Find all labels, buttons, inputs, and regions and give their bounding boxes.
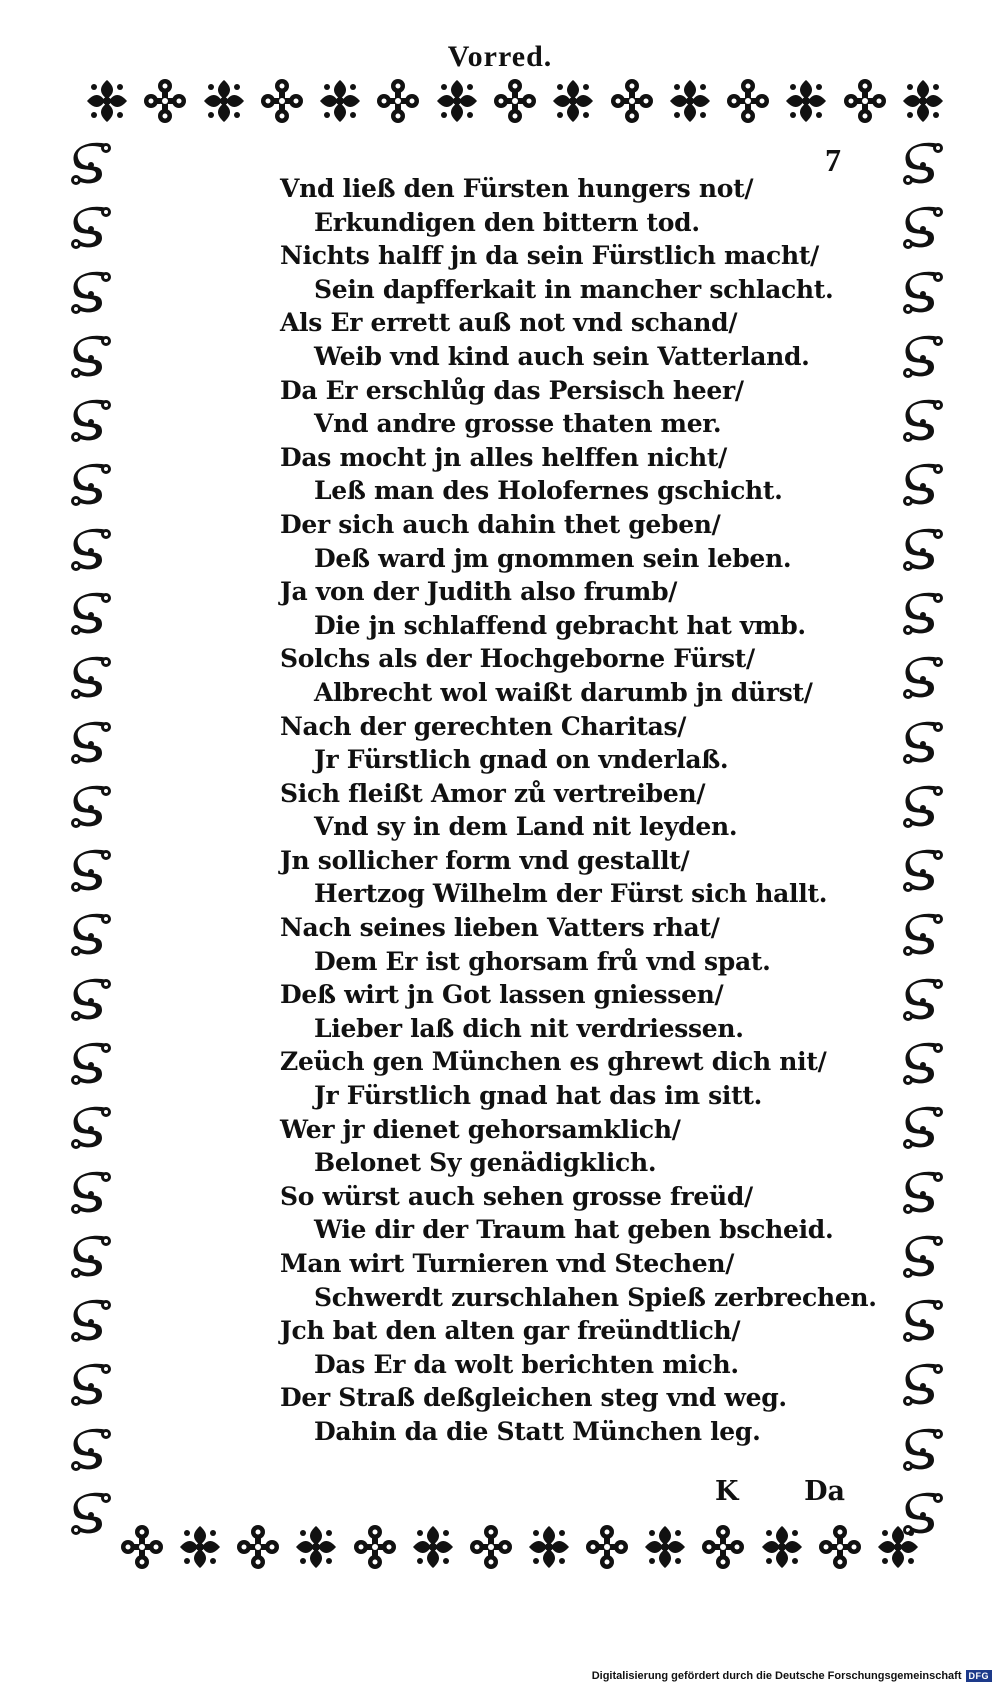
verse-line: Deß ward jm gnommen sein leben. bbox=[314, 543, 792, 573]
scroll-ornament-icon bbox=[66, 1233, 116, 1283]
fleuron-icon bbox=[435, 77, 479, 125]
verse-line: Lieber laß dich nit verdriessen. bbox=[314, 1013, 744, 1043]
scroll-ornament-icon bbox=[898, 1104, 948, 1154]
scroll-ornament-icon bbox=[898, 911, 948, 961]
fleuron-icon bbox=[318, 77, 362, 125]
scroll-ornament-icon bbox=[66, 1490, 116, 1540]
verse-line: Deß wirt jn Got lassen gniessen/ bbox=[280, 980, 724, 1010]
verse-line: Nichts halff jn da sein Fürstlich macht/ bbox=[280, 241, 819, 271]
scroll-ornament-icon bbox=[898, 783, 948, 833]
fleuron-icon bbox=[469, 1523, 513, 1571]
scroll-ornament-icon bbox=[898, 976, 948, 1026]
scroll-ornament-icon bbox=[898, 140, 948, 190]
fleuron-icon bbox=[376, 77, 420, 125]
verse-line: Erkundigen den bittern tod. bbox=[314, 207, 700, 237]
fleuron-icon bbox=[760, 1523, 804, 1571]
scroll-ornament-icon bbox=[66, 1104, 116, 1154]
verse-line: Ja von der Judith also frumb/ bbox=[280, 577, 678, 607]
scroll-ornament-icon bbox=[898, 1297, 948, 1347]
scroll-ornament-icon bbox=[898, 204, 948, 254]
verse-line: Belonet Sy genädigklich. bbox=[314, 1148, 657, 1178]
verse-line: Vnd ließ den Fürsten hungers not/ bbox=[280, 174, 754, 203]
scroll-ornament-icon bbox=[898, 1169, 948, 1219]
scroll-ornament-icon bbox=[66, 1169, 116, 1219]
verse-line: Das mocht jn alles helffen nicht/ bbox=[280, 442, 727, 472]
scroll-ornament-icon bbox=[66, 1040, 116, 1090]
verse-line: So würst auch sehen grosse freüd/ bbox=[280, 1181, 753, 1211]
fleuron-icon bbox=[551, 77, 595, 125]
verse-line: Als Er errett auß not vnd schand/ bbox=[280, 308, 738, 338]
verse-line: Nach seines lieben Vatters rhat/ bbox=[280, 913, 720, 943]
left-ornament-border bbox=[62, 140, 120, 1540]
fleuron-icon bbox=[202, 77, 246, 125]
scroll-ornament-icon bbox=[898, 1426, 948, 1476]
fleuron-icon bbox=[585, 1523, 629, 1571]
bottom-ornament-border bbox=[120, 1516, 920, 1578]
verse-line: Jr Fürstlich gnad on vnderlaß. bbox=[314, 745, 729, 775]
scroll-ornament-icon bbox=[66, 976, 116, 1026]
fleuron-icon bbox=[668, 77, 712, 125]
scroll-ornament-icon bbox=[66, 269, 116, 319]
fleuron-icon bbox=[876, 1523, 920, 1571]
top-ornament-border bbox=[85, 70, 945, 132]
verse-line: Albrecht wol waißt darumb jn dürst/ bbox=[314, 677, 813, 707]
fleuron-icon bbox=[901, 77, 945, 125]
scroll-ornament-icon bbox=[898, 590, 948, 640]
fleuron-icon bbox=[643, 1523, 687, 1571]
fleuron-icon bbox=[143, 77, 187, 125]
verse-line: Weib vnd kind auch sein Vatterland. bbox=[314, 341, 810, 371]
scroll-ornament-icon bbox=[66, 461, 116, 511]
running-head: Vorred. bbox=[447, 40, 553, 73]
fleuron-icon bbox=[178, 1523, 222, 1571]
verse-line: Sich fleißt Amor zů vertreiben/ bbox=[280, 778, 706, 808]
verse-line: Schwerdt zurschlahen Spieß zerbrechen. bbox=[314, 1282, 877, 1312]
fleuron-icon bbox=[236, 1523, 280, 1571]
scroll-ornament-icon bbox=[66, 333, 116, 383]
fleuron-icon bbox=[818, 1523, 862, 1571]
scroll-ornament-icon bbox=[898, 397, 948, 447]
scroll-ornament-icon bbox=[898, 1233, 948, 1283]
digitization-credit bbox=[592, 1670, 992, 1682]
fleuron-icon bbox=[726, 77, 770, 125]
right-ornament-border bbox=[894, 140, 952, 1540]
scroll-ornament-icon bbox=[898, 526, 948, 576]
verse-line: Wie dir der Traum hat geben bscheid. bbox=[314, 1215, 834, 1245]
verse-line: Man wirt Turnieren vnd Stechen/ bbox=[280, 1249, 735, 1278]
scroll-ornament-icon bbox=[898, 269, 948, 319]
signature-mark: K bbox=[715, 1476, 739, 1507]
fleuron-icon bbox=[260, 77, 304, 125]
verse-line: Wer jr dienet gehorsamklich/ bbox=[280, 1114, 681, 1144]
scroll-ornament-icon bbox=[898, 461, 948, 511]
dfg-logo: DFG bbox=[966, 1670, 993, 1682]
verse-line: Dahin da die Statt München leg. bbox=[314, 1416, 761, 1446]
scroll-ornament-icon bbox=[66, 783, 116, 833]
scroll-ornament-icon bbox=[66, 397, 116, 447]
scroll-ornament-icon bbox=[66, 526, 116, 576]
verse-line: Das Er da wolt berichten mich. bbox=[314, 1349, 739, 1379]
scroll-ornament-icon bbox=[898, 1361, 948, 1411]
fleuron-icon bbox=[610, 77, 654, 125]
credit-text: Digitalisierung gefördert durch die Deutsche Forschungsgemeinschaft bbox=[591, 1670, 962, 1682]
catchword: Da bbox=[804, 1476, 845, 1507]
fleuron-icon bbox=[527, 1523, 571, 1571]
verse-line: Die jn schlaffend gebracht hat vmb. bbox=[314, 610, 806, 640]
verse-line: Jch bat den alten gar freündtlich/ bbox=[280, 1316, 741, 1346]
scroll-ornament-icon bbox=[66, 140, 116, 190]
scroll-ornament-icon bbox=[66, 590, 116, 640]
scroll-ornament-icon bbox=[66, 1297, 116, 1347]
verse-line: Dem Er ist ghorsam frů vnd spat. bbox=[314, 946, 771, 976]
page-number: 7 bbox=[825, 142, 841, 178]
verse-line: Nach der gerechten Charitas/ bbox=[280, 711, 687, 741]
verse-line: Vnd andre grosse thaten mer. bbox=[314, 409, 722, 439]
verse-line: Jr Fürstlich gnad hat das im sitt. bbox=[314, 1081, 763, 1111]
scroll-ornament-icon bbox=[66, 911, 116, 961]
scroll-ornament-icon bbox=[66, 654, 116, 704]
verse-line: Hertzog Wilhelm der Fürst sich hallt. bbox=[314, 879, 828, 909]
scroll-ornament-icon bbox=[898, 719, 948, 769]
scroll-ornament-icon bbox=[66, 204, 116, 254]
verse-line: Zeüch gen München es ghrewt dich nit/ bbox=[280, 1047, 827, 1077]
scroll-ornament-icon bbox=[66, 1426, 116, 1476]
verse-text bbox=[280, 172, 877, 1449]
verse-line: Jn sollicher form vnd gestallt/ bbox=[280, 845, 690, 875]
verse-line: Solchs als der Hochgeborne Fürst/ bbox=[280, 644, 755, 674]
verse-line: Vnd sy in dem Land nit leyden. bbox=[314, 812, 738, 842]
scroll-ornament-icon bbox=[898, 333, 948, 383]
fleuron-icon bbox=[85, 77, 129, 125]
fleuron-icon bbox=[353, 1523, 397, 1571]
verse-line: Da Er erschlůg das Persisch heer/ bbox=[280, 375, 744, 405]
scroll-ornament-icon bbox=[66, 847, 116, 897]
scroll-ornament-icon bbox=[898, 847, 948, 897]
fleuron-icon bbox=[294, 1523, 338, 1571]
verse-line: Sein dapfferkait in mancher schlacht. bbox=[314, 274, 834, 304]
scroll-ornament-icon bbox=[66, 1361, 116, 1411]
catchline bbox=[715, 1476, 845, 1507]
fleuron-icon bbox=[411, 1523, 455, 1571]
fleuron-icon bbox=[701, 1523, 745, 1571]
fleuron-icon bbox=[784, 77, 828, 125]
verse-line: Der sich auch dahin thet geben/ bbox=[280, 509, 721, 539]
verse-line: Der Straß deßgleichen steg vnd weg. bbox=[280, 1383, 787, 1413]
verse-line: Leß man des Holofernes gschicht. bbox=[314, 476, 783, 506]
fleuron-icon bbox=[493, 77, 537, 125]
fleuron-icon bbox=[843, 77, 887, 125]
scroll-ornament-icon bbox=[898, 654, 948, 704]
scroll-ornament-icon bbox=[898, 1040, 948, 1090]
scroll-ornament-icon bbox=[66, 719, 116, 769]
fleuron-icon bbox=[120, 1523, 164, 1571]
